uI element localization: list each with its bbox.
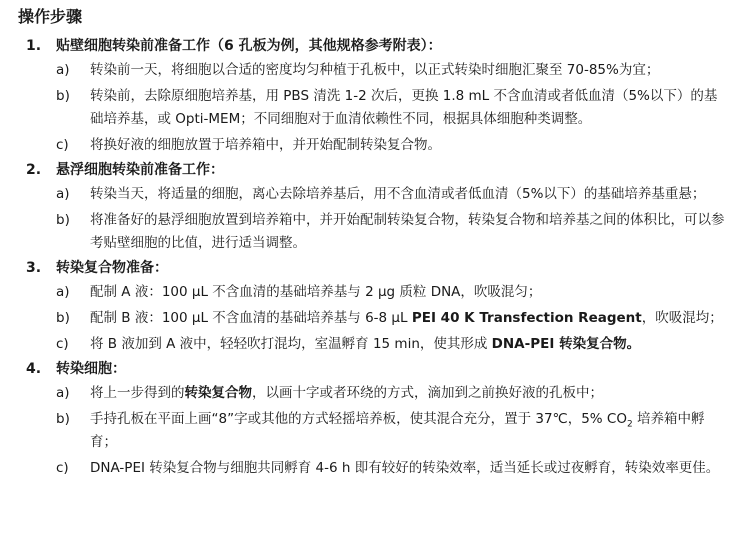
list-item — [18, 408, 737, 454]
section-heading — [18, 36, 737, 56]
item-text — [90, 209, 737, 255]
section-heading-text: 悬浮细胞转染前准备工作： — [56, 162, 224, 178]
item-letter: b) — [56, 310, 70, 326]
bold-text: DNA-PEI 转染复合物。 — [491, 336, 641, 352]
list-item — [18, 281, 737, 304]
text-run: 配制 B 液：100 µL 不含血清的基础培养基与 6-8 µL — [90, 310, 412, 326]
item-text — [90, 307, 737, 330]
list-item — [18, 85, 737, 131]
page-title: 操作步骤 — [18, 7, 83, 26]
section-2 — [18, 160, 737, 255]
item-text — [90, 59, 737, 82]
procedure-list — [18, 36, 737, 480]
section-3 — [18, 258, 737, 356]
text-run: ，以画十字或者环绕的方式，滴加到之前换好液的孔板中； — [252, 385, 603, 401]
section-heading-text: 转染复合物准备： — [56, 260, 168, 276]
item-text — [90, 333, 737, 356]
text-run: 将准备好的悬浮细胞放置到培养箱中，并开始配制转染复合物，转染复合物和培养基之间的体积比，可以参考贴壁细胞的比值，进行适当调整。 — [90, 212, 725, 251]
item-letter: a) — [56, 385, 70, 401]
text-run: 将上一步得到的 — [90, 385, 185, 401]
item-letter: b) — [56, 411, 70, 427]
item-text — [90, 85, 737, 131]
section-heading-text: 贴壁细胞转染前准备工作（6 孔板为例，其他规格参考附表）： — [56, 38, 442, 54]
item-letter: c) — [56, 137, 69, 153]
section-heading — [18, 160, 737, 180]
text-run: 将 B 液加到 A 液中，轻轻吹打混均，室温孵育 15 min，使其形成 — [90, 336, 492, 352]
section-number: 1. — [26, 38, 42, 54]
subscript-text: 2 — [626, 419, 633, 430]
item-letter: b) — [56, 212, 70, 228]
text-run: 转染前一天，将细胞以合适的密度均匀种植于孔板中，以正式转染时细胞汇聚至 70-85%为宜； — [90, 62, 660, 78]
item-text — [90, 457, 737, 480]
section-4 — [18, 359, 737, 480]
bold-text: PEI 40 K Transfection Reagent — [411, 310, 642, 326]
list-item — [18, 307, 737, 330]
section-heading-text: 转染细胞： — [56, 361, 126, 377]
text-run: 培养箱中孵育； — [90, 411, 705, 450]
section-1 — [18, 36, 737, 157]
list-item — [18, 134, 737, 157]
text-run: 手持孔板在平面上画“8”字或其他的方式轻摇培养板，使其混合充分，置于 37℃，5% CO — [90, 411, 627, 427]
list-item — [18, 333, 737, 356]
text-run: 配制 A 液：100 µL 不含血清的基础培养基与 2 µg 质粒 DNA，吹吸混匀； — [90, 284, 542, 300]
list-item — [18, 183, 737, 206]
section-number: 2. — [26, 162, 42, 178]
list-item — [18, 59, 737, 82]
item-letter: a) — [56, 284, 70, 300]
text-run: 将换好液的细胞放置于培养箱中，并开始配制转染复合物。 — [90, 137, 441, 153]
list-item — [18, 457, 737, 480]
section-number: 4. — [26, 361, 42, 377]
text-run: ，吹吸混均； — [641, 310, 723, 326]
bold-text: 转染复合物 — [184, 385, 252, 401]
item-letter: a) — [56, 186, 70, 202]
item-text — [90, 382, 737, 405]
section-heading — [18, 258, 737, 278]
text-run: DNA-PEI 转染复合物与细胞共同孵育 4-6 h 即有较好的转染效率，适当延长或过夜孵育，转染效率更佳。 — [90, 460, 720, 476]
list-item — [18, 382, 737, 405]
item-letter: c) — [56, 460, 69, 476]
item-text — [90, 134, 737, 157]
item-text — [90, 183, 737, 206]
item-letter: a) — [56, 62, 70, 78]
text-run: 转染当天，将适量的细胞，离心去除培养基后，用不含血清或者低血清（5%以下）的基础培养基重悬； — [90, 186, 706, 202]
section-number: 3. — [26, 260, 42, 276]
item-text — [90, 408, 737, 454]
text-run: 转染前，去除原细胞培养基，用 PBS 清洗 1-2 次后，更换 1.8 mL 不含血清或者低血清（5%以下）的基础培养基，或 Opti-MEM；不同细胞对于血清依赖性不同，根据具体细胞种类调整。 — [90, 88, 718, 127]
item-letter: b) — [56, 88, 70, 104]
item-text — [90, 281, 737, 304]
item-letter: c) — [56, 336, 69, 352]
list-item — [18, 209, 737, 255]
section-heading — [18, 359, 737, 379]
